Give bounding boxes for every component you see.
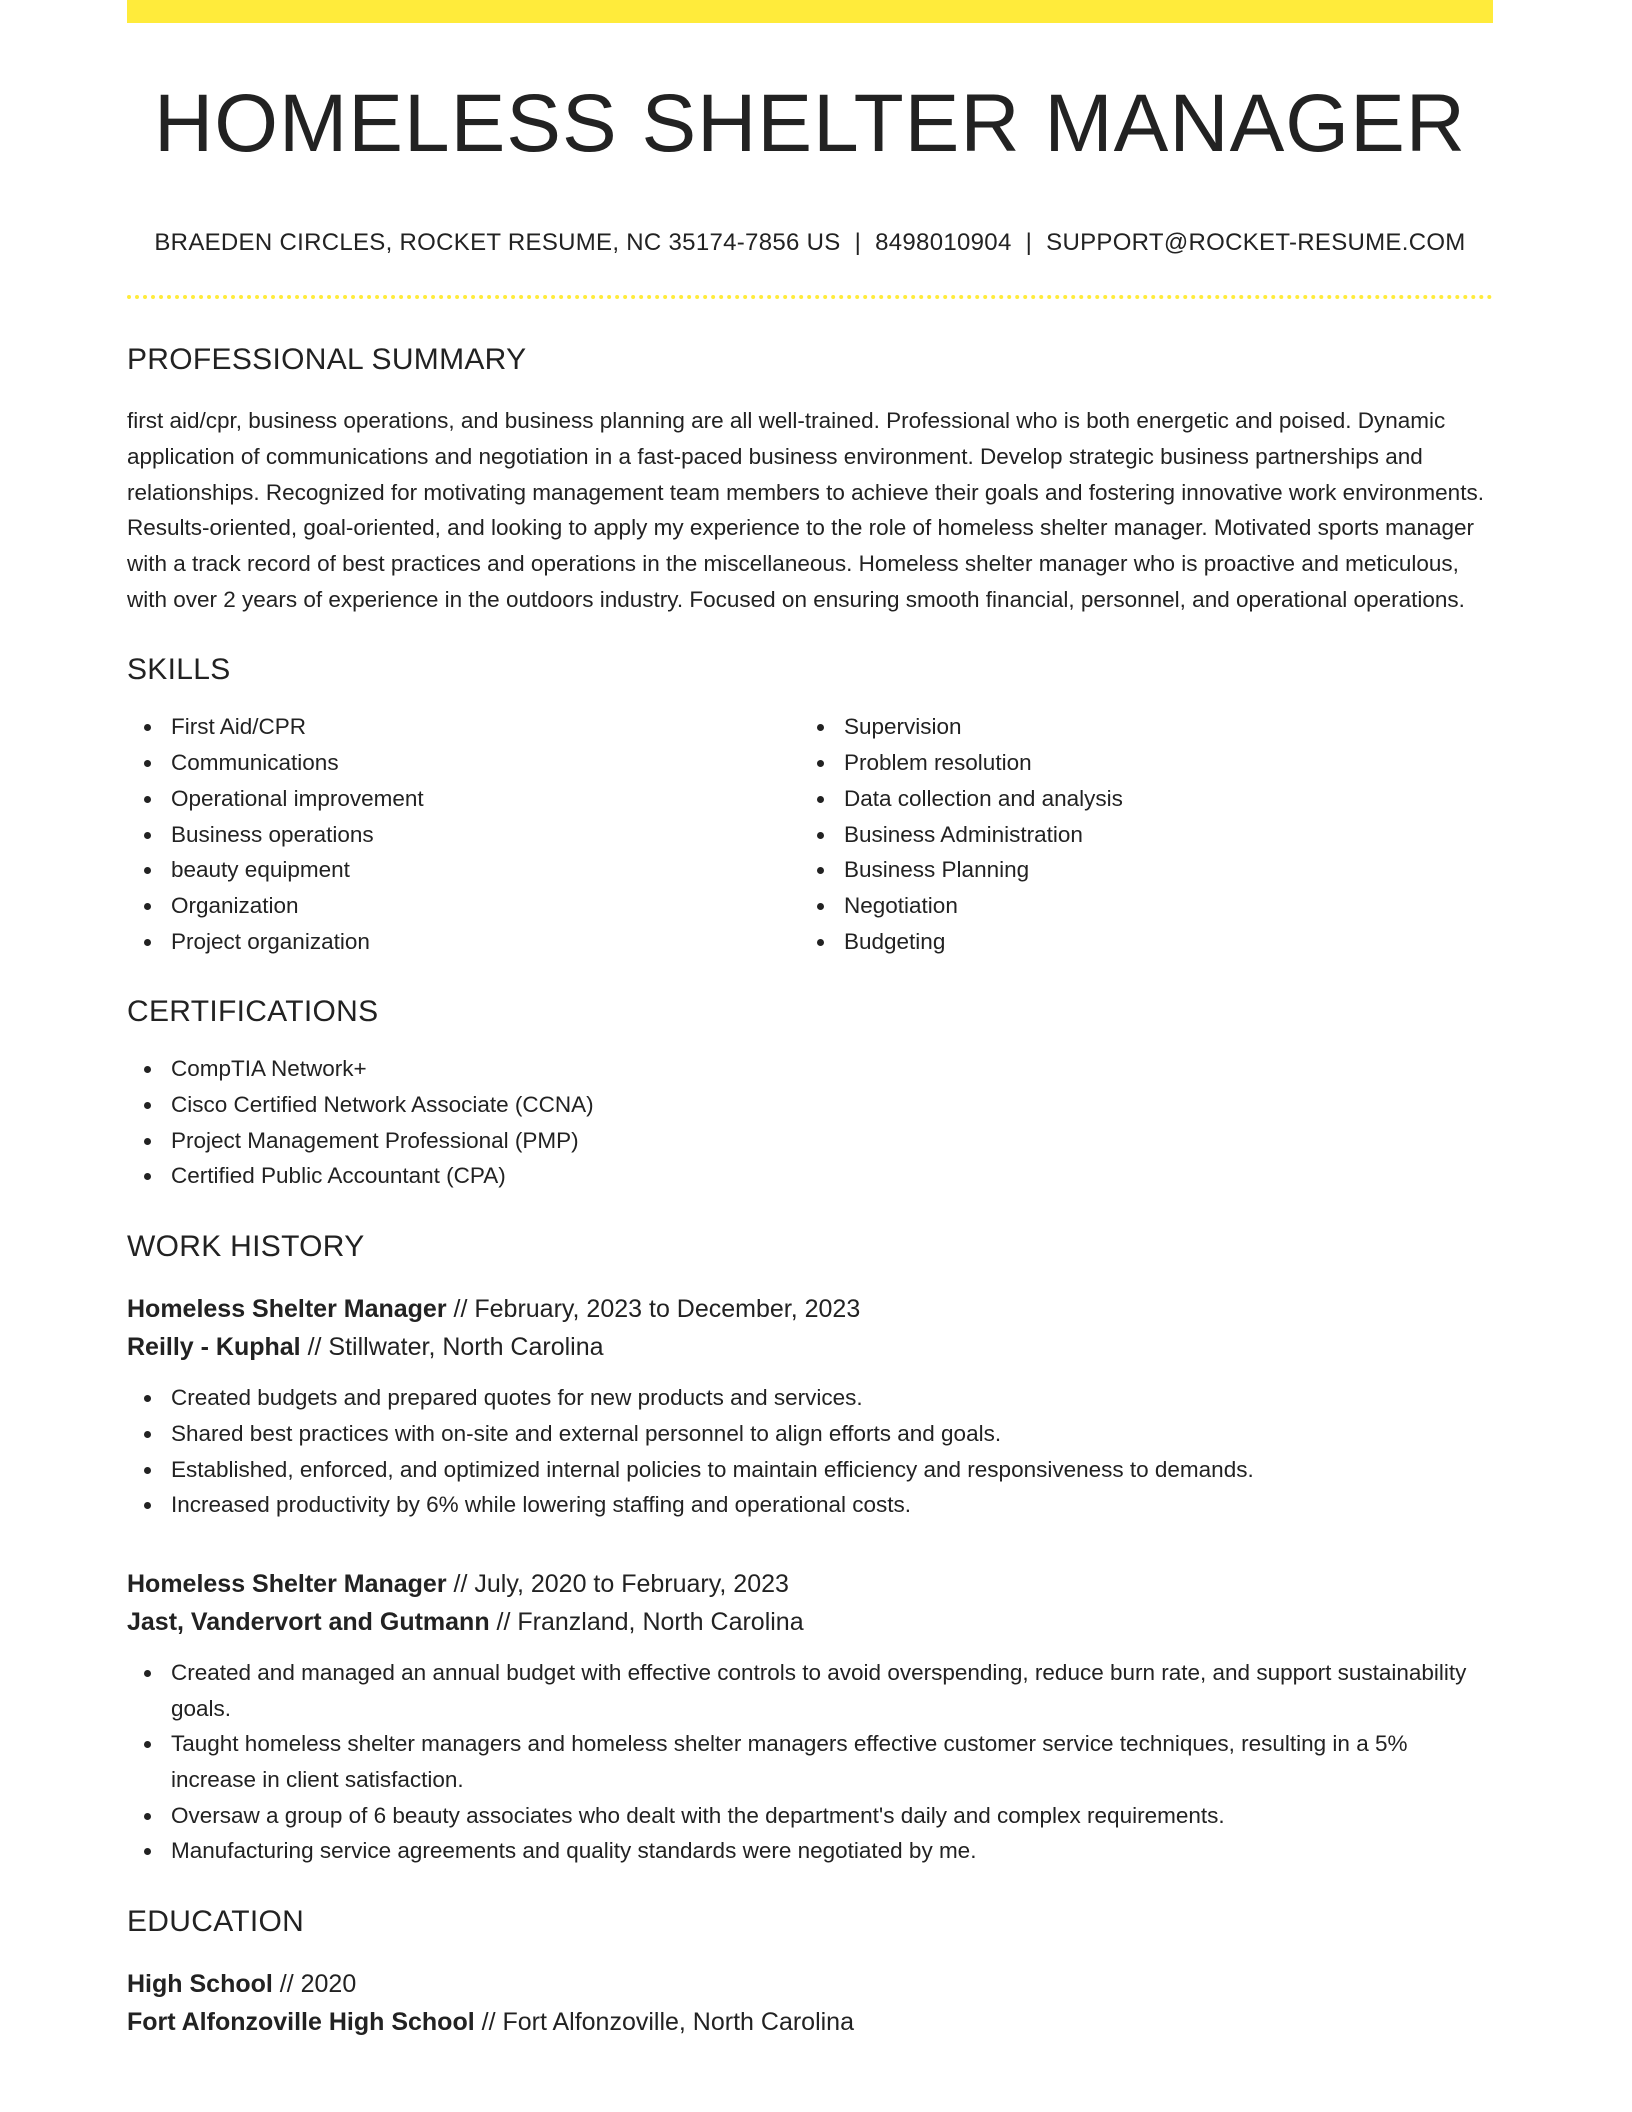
job-company-line bbox=[127, 1603, 1493, 1641]
contact-separator: | bbox=[1025, 229, 1033, 257]
skill-item: Data collection and analysis bbox=[800, 781, 1473, 817]
job-heading bbox=[127, 1565, 1493, 1641]
skill-item: Organization bbox=[127, 888, 800, 924]
certification-item: CompTIA Network+ bbox=[127, 1051, 1493, 1087]
dotted-divider bbox=[127, 295, 1493, 299]
job-bullets bbox=[127, 1655, 1493, 1869]
skill-item: beauty equipment bbox=[127, 852, 800, 888]
summary-text: first aid/cpr, business operations, and business planning are all well-trained. Professional who is both energetic and poised. Dynamic application of communications and negotiation in a fast-paced business environment. Develop strategic business partnerships and relationships. Recognized for motivating management team members to achieve their goals and fostering innovative work environments. Results-oriented, goal-oriented, and looking to apply my experience to the role of homeless shelter manager. Motivated sports manager with a track record of best practices and operations in the miscellaneous. Homeless shelter manager who is proactive and meticulous, with over 2 years of experience in the outdoors industry. Focused on ensuring smooth financial, personnel, and operational operations. bbox=[127, 408, 1484, 612]
email: SUPPORT@ROCKET-RESUME.COM bbox=[1046, 229, 1466, 257]
resume-title: HOMELESS SHELTER MANAGER bbox=[154, 78, 1466, 169]
skills-column-left bbox=[127, 709, 800, 959]
education-school-line bbox=[127, 2003, 1493, 2041]
skill-item: Supervision bbox=[800, 709, 1473, 745]
certification-item: Project Management Professional (PMP) bbox=[127, 1123, 1493, 1159]
resume-page bbox=[127, 0, 1493, 2041]
job-bullets bbox=[127, 1380, 1493, 1523]
certification-item: Certified Public Accountant (CPA) bbox=[127, 1158, 1493, 1194]
work-history-heading: WORK HISTORY bbox=[127, 1230, 365, 1264]
skill-item: Communications bbox=[127, 745, 800, 781]
education-heading: EDUCATION bbox=[127, 1905, 305, 1939]
contact-line bbox=[127, 229, 1493, 257]
skill-item: Project organization bbox=[127, 924, 800, 960]
skills-list bbox=[127, 709, 1493, 959]
skill-item: Negotiation bbox=[800, 888, 1473, 924]
skill-item: Business operations bbox=[127, 817, 800, 853]
job-company-line bbox=[127, 1328, 1493, 1366]
skill-item: Operational improvement bbox=[127, 781, 800, 817]
skills-column-right bbox=[800, 709, 1473, 959]
contact-separator: | bbox=[854, 229, 862, 257]
job-bullet: Created and managed an annual budget with effective controls to avoid overspending, reduce burn rate, and support sustainability goals. bbox=[127, 1655, 1493, 1726]
phone: 8498010904 bbox=[875, 229, 1012, 257]
job-bullet: Oversaw a group of 6 beauty associates who dealt with the department's daily and complex requirements. bbox=[127, 1798, 1493, 1834]
skill-item: Problem resolution bbox=[800, 745, 1473, 781]
certification-item: Cisco Certified Network Associate (CCNA) bbox=[127, 1087, 1493, 1123]
skills-heading: SKILLS bbox=[127, 653, 231, 687]
job-bullet: Increased productivity by 6% while lowering staffing and operational costs. bbox=[127, 1487, 1493, 1523]
skill-item: Business Planning bbox=[800, 852, 1473, 888]
education-year: // 2020 bbox=[272, 1970, 357, 1999]
job-company: Reilly - Kuphal bbox=[127, 1333, 301, 1362]
job-location: // Franzland, North Carolina bbox=[489, 1607, 804, 1636]
job-location: // Stillwater, North Carolina bbox=[300, 1333, 604, 1362]
address: BRAEDEN CIRCLES, ROCKET RESUME, NC 35174-7856 US bbox=[154, 229, 841, 257]
job-bullet: Manufacturing service agreements and quality standards were negotiated by me. bbox=[127, 1833, 1493, 1869]
education-school: Fort Alfonzoville High School bbox=[127, 2008, 475, 2037]
job-dates: // February, 2023 to December, 2023 bbox=[446, 1295, 861, 1324]
job-bullet: Established, enforced, and optimized internal policies to maintain efficiency and responsiveness to demands. bbox=[127, 1452, 1493, 1488]
skill-item: Budgeting bbox=[800, 924, 1473, 960]
job-title: Homeless Shelter Manager bbox=[127, 1295, 447, 1324]
certifications-heading: CERTIFICATIONS bbox=[127, 995, 379, 1029]
education-degree: High School bbox=[127, 1970, 273, 1999]
job-title: Homeless Shelter Manager bbox=[127, 1569, 447, 1598]
job-bullet: Created budgets and prepared quotes for new products and services. bbox=[127, 1380, 1493, 1416]
certifications-list bbox=[127, 1051, 1493, 1194]
education-entry bbox=[127, 1965, 1493, 2041]
job-title-line bbox=[127, 1565, 1493, 1603]
skill-item: First Aid/CPR bbox=[127, 709, 800, 745]
job-title-line bbox=[127, 1290, 1493, 1328]
education-degree-line bbox=[127, 1965, 1493, 2003]
summary-heading: PROFESSIONAL SUMMARY bbox=[127, 343, 527, 377]
job-company: Jast, Vandervort and Gutmann bbox=[127, 1607, 490, 1636]
job-dates: // July, 2020 to February, 2023 bbox=[446, 1569, 789, 1598]
job-bullet: Taught homeless shelter managers and homeless shelter managers effective customer service techniques, resulting in a 5% increase in client satisfaction. bbox=[127, 1726, 1493, 1797]
education-location: // Fort Alfonzoville, North Carolina bbox=[474, 2008, 854, 2037]
job-heading bbox=[127, 1290, 1493, 1366]
job-bullet: Shared best practices with on-site and external personnel to align efforts and goals. bbox=[127, 1416, 1493, 1452]
skill-item: Business Administration bbox=[800, 817, 1473, 853]
accent-bar bbox=[127, 0, 1493, 23]
